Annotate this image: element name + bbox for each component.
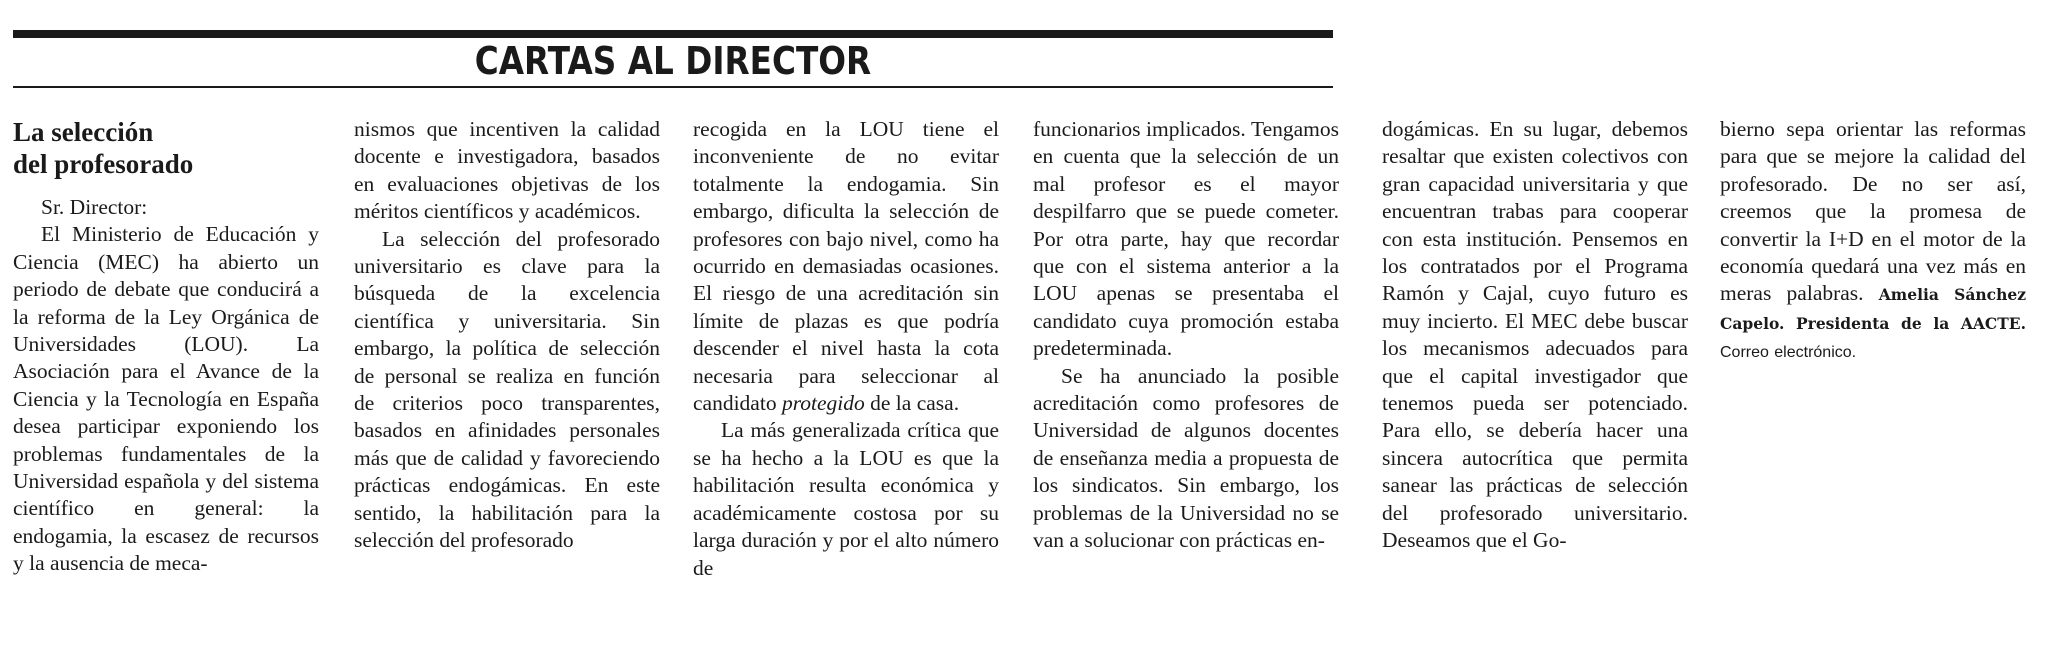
body-paragraph: Se ha anunciado la posible acreditación como profesores de Universidad de algunos docentes de enseñanza media a propuesta de los sindicatos. Sin embargo, los problemas de la Universidad no se van a solucionar con prácticas en- [1033,363,1339,553]
top-rule [13,30,1333,38]
title-rule [13,86,1333,88]
signature-source: Correo [1720,344,1769,362]
column-3 [693,116,999,582]
column-4 [1033,116,1339,555]
body-text: recogida en la LOU tiene el inconveniente de no evitar totalmente la endogamia. Sin embargo, dificulta la selección de profesores con bajo nivel, como ha ocurrido en demasiadas ocasiones. El riesgo de una acreditación sin límite de plazas es que podría descender el nivel hasta la cota necesaria para seleccionar al candidato [693,117,999,416]
salutation: Sr. Director: [41,195,148,219]
body-paragraph: funcionarios implicados. Tengamos en cuenta que la selección de un mal profesor es el mayor despilfarro que se puede cometer. Por otra parte, hay que recordar que con el sistema anterior a la LOU apenas se presentaba el candidato cuya promoción estaba predeterminada. [1033,117,1339,361]
emphasis-text: protegido [781,391,865,416]
body-text: bierno sepa orientar las reformas para que se mejore la calidad del profesorado. De no ser así, creemos que la promesa de convertir la I+D en el motor de la economía quedará una vez más en meras palabras. [1720,117,2026,306]
column-6 [1720,116,2026,367]
letter-headline [13,116,319,180]
headline-line-1: La selección [13,117,154,147]
headline-line-2: del profesorado [13,149,194,179]
body-paragraph: El Ministerio de Educación y Ciencia (MEC) ha abierto un periodo de debate que conducirá a la reforma de la Ley Orgánica de Universidades (LOU). La Asociación para el Avance de la Ciencia y la Tecnología en España desea participar exponiendo los problemas fundamentales de la Universidad española y del sistema científico en general: la endogamia, la escasez de recursos y la ausencia de meca- [13,222,319,576]
column-2 [354,116,660,555]
body-text: de la casa. [864,391,960,416]
signature-role: Presidenta de la AACTE. [1796,313,2026,333]
body-paragraph: La selección del profesorado universitario es clave para la búsqueda de la excelencia científica y universitaria. Sin embargo, la política de selección de personal se realiza en función de criterios poco transparentes, basados en afinidades personales más que de calidad y favoreciendo prácticas endogámicas. En este sentido, la habilitación para la selección del profesorado [354,226,660,553]
body-paragraph: La más generalizada crítica que se ha hecho a la LOU es que la habilitación resulta económica y académicamente costosa por su larga duración y por el alto número de [693,418,999,580]
body-paragraph: dogámicas. En su lugar, debemos resaltar que existen colectivos con gran capacidad universitaria y que encuentran trabas para cooperar con esta institución. Pensemos en los contratados por el Programa Ramón y Cajal, cuyo futuro es muy incierto. El MEC debe buscar los mecanismos adecuados para que el capital investigador que tenemos pueda ser potenciado. Para ello, se debería hacer una sincera autocrítica que permita sanear las prácticas de selección del profesorado universitario. Deseamos que el Go- [1382,117,1688,553]
column-5 [1382,116,1688,555]
signature-name: Amelia Sánchez Capelo. [1720,285,2027,333]
body-paragraph [693,116,999,417]
body-paragraph [1720,116,2026,367]
section-title: CARTAS AL DIRECTOR [474,39,872,83]
body-paragraph: nismos que incentiven la calidad docente e investigadora, basados en evaluaciones objetivas de los méritos científicos y académicos. [354,117,660,224]
signature-source-cont: electrónico. [1774,344,1857,362]
column-1 [13,116,319,578]
